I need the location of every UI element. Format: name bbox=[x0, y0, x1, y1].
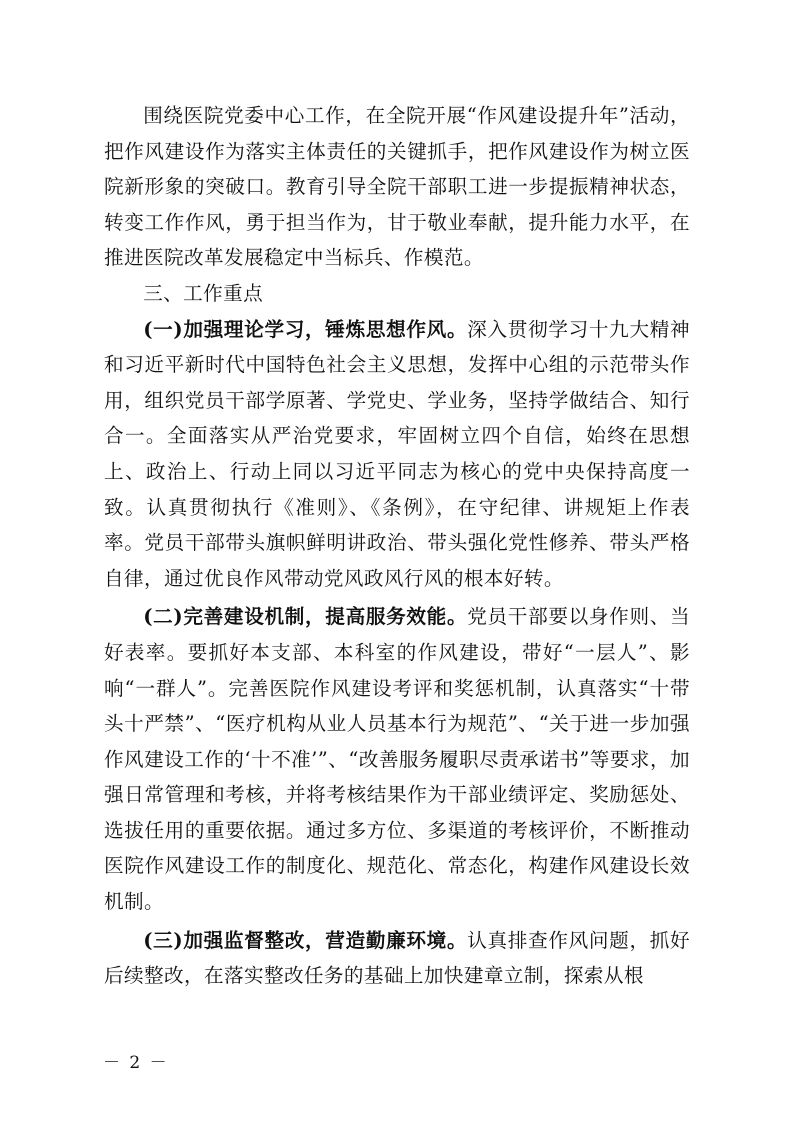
item-title-3: (三)加强监督整改，营造勤廉环境。 bbox=[143, 928, 468, 952]
item-title-2: (二)完善建设机制，提高服务效能。 bbox=[143, 605, 468, 629]
item-paragraph-2 bbox=[104, 599, 690, 919]
page-number: － 2 － bbox=[103, 1053, 169, 1073]
item-title-1: (一)加强理论学习，锤炼思想作风。 bbox=[143, 317, 468, 341]
item-body-3: 认真排查作风问题，抓好后续整改，在落实整改任务的基础上加快建章立制，探索从根 bbox=[104, 928, 691, 988]
document-body bbox=[104, 98, 690, 994]
item-paragraph-1 bbox=[104, 312, 690, 597]
item-body-2: 党员干部要以身作则、当好表率。要抓好本支部、本科室的作风建设，带好“一层人”、影响“一群人”。完善医院作风建设考评和奖惩机制，认真落实“十带头十严禁”、“医疗机构从业人员基本行为规范”、“关于进一步加强作风建设工作的‘十不准’”、“改善服务履职尽责承诺书”等要求，加强日常管理和考核，并将考核结果作为干部业绩评定、奖励惩处、选拔任用的重要依据。通过多方位、多渠道的考核评价，不断推动医院作风建设工作的制度化、规范化、常态化，构建作风建设长效机制。 bbox=[104, 605, 691, 914]
intro-paragraph: 围绕医院党委中心工作，在全院开展“作风建设提升年”活动，把作风建设作为落实主体责任的关键抓手，把作风建设作为树立医院新形象的突破口。教育引导全院干部职工进一步提振精神状态，转变工作作风，勇于担当作为，甘于敬业奉献，提升能力水平，在推进医院改革发展稳定中当标兵、作模范。 bbox=[104, 104, 690, 270]
item-body-1: 深入贯彻学习十九大精神和习近平新时代中国特色社会主义思想，发挥中心组的示范带头作用，组织党员干部学原著、学党史、学业务，坚持学做结合、知行合一。全面落实从严治党要求，牢固树立四个自信，始终在思想上、政治上、行动上同以习近平同志为核心的党中央保持高度一致。认真贯彻执行《准则》、《条例》，在守纪律、讲规矩上作表率。党员干部带头旗帜鲜明讲政治、带头强化党性修养、带头严格自律，通过优良作风带动党风政风行风的根本好转。 bbox=[104, 317, 691, 590]
section-heading: 三、工作重点 bbox=[143, 281, 264, 305]
item-paragraph-3 bbox=[104, 923, 690, 994]
